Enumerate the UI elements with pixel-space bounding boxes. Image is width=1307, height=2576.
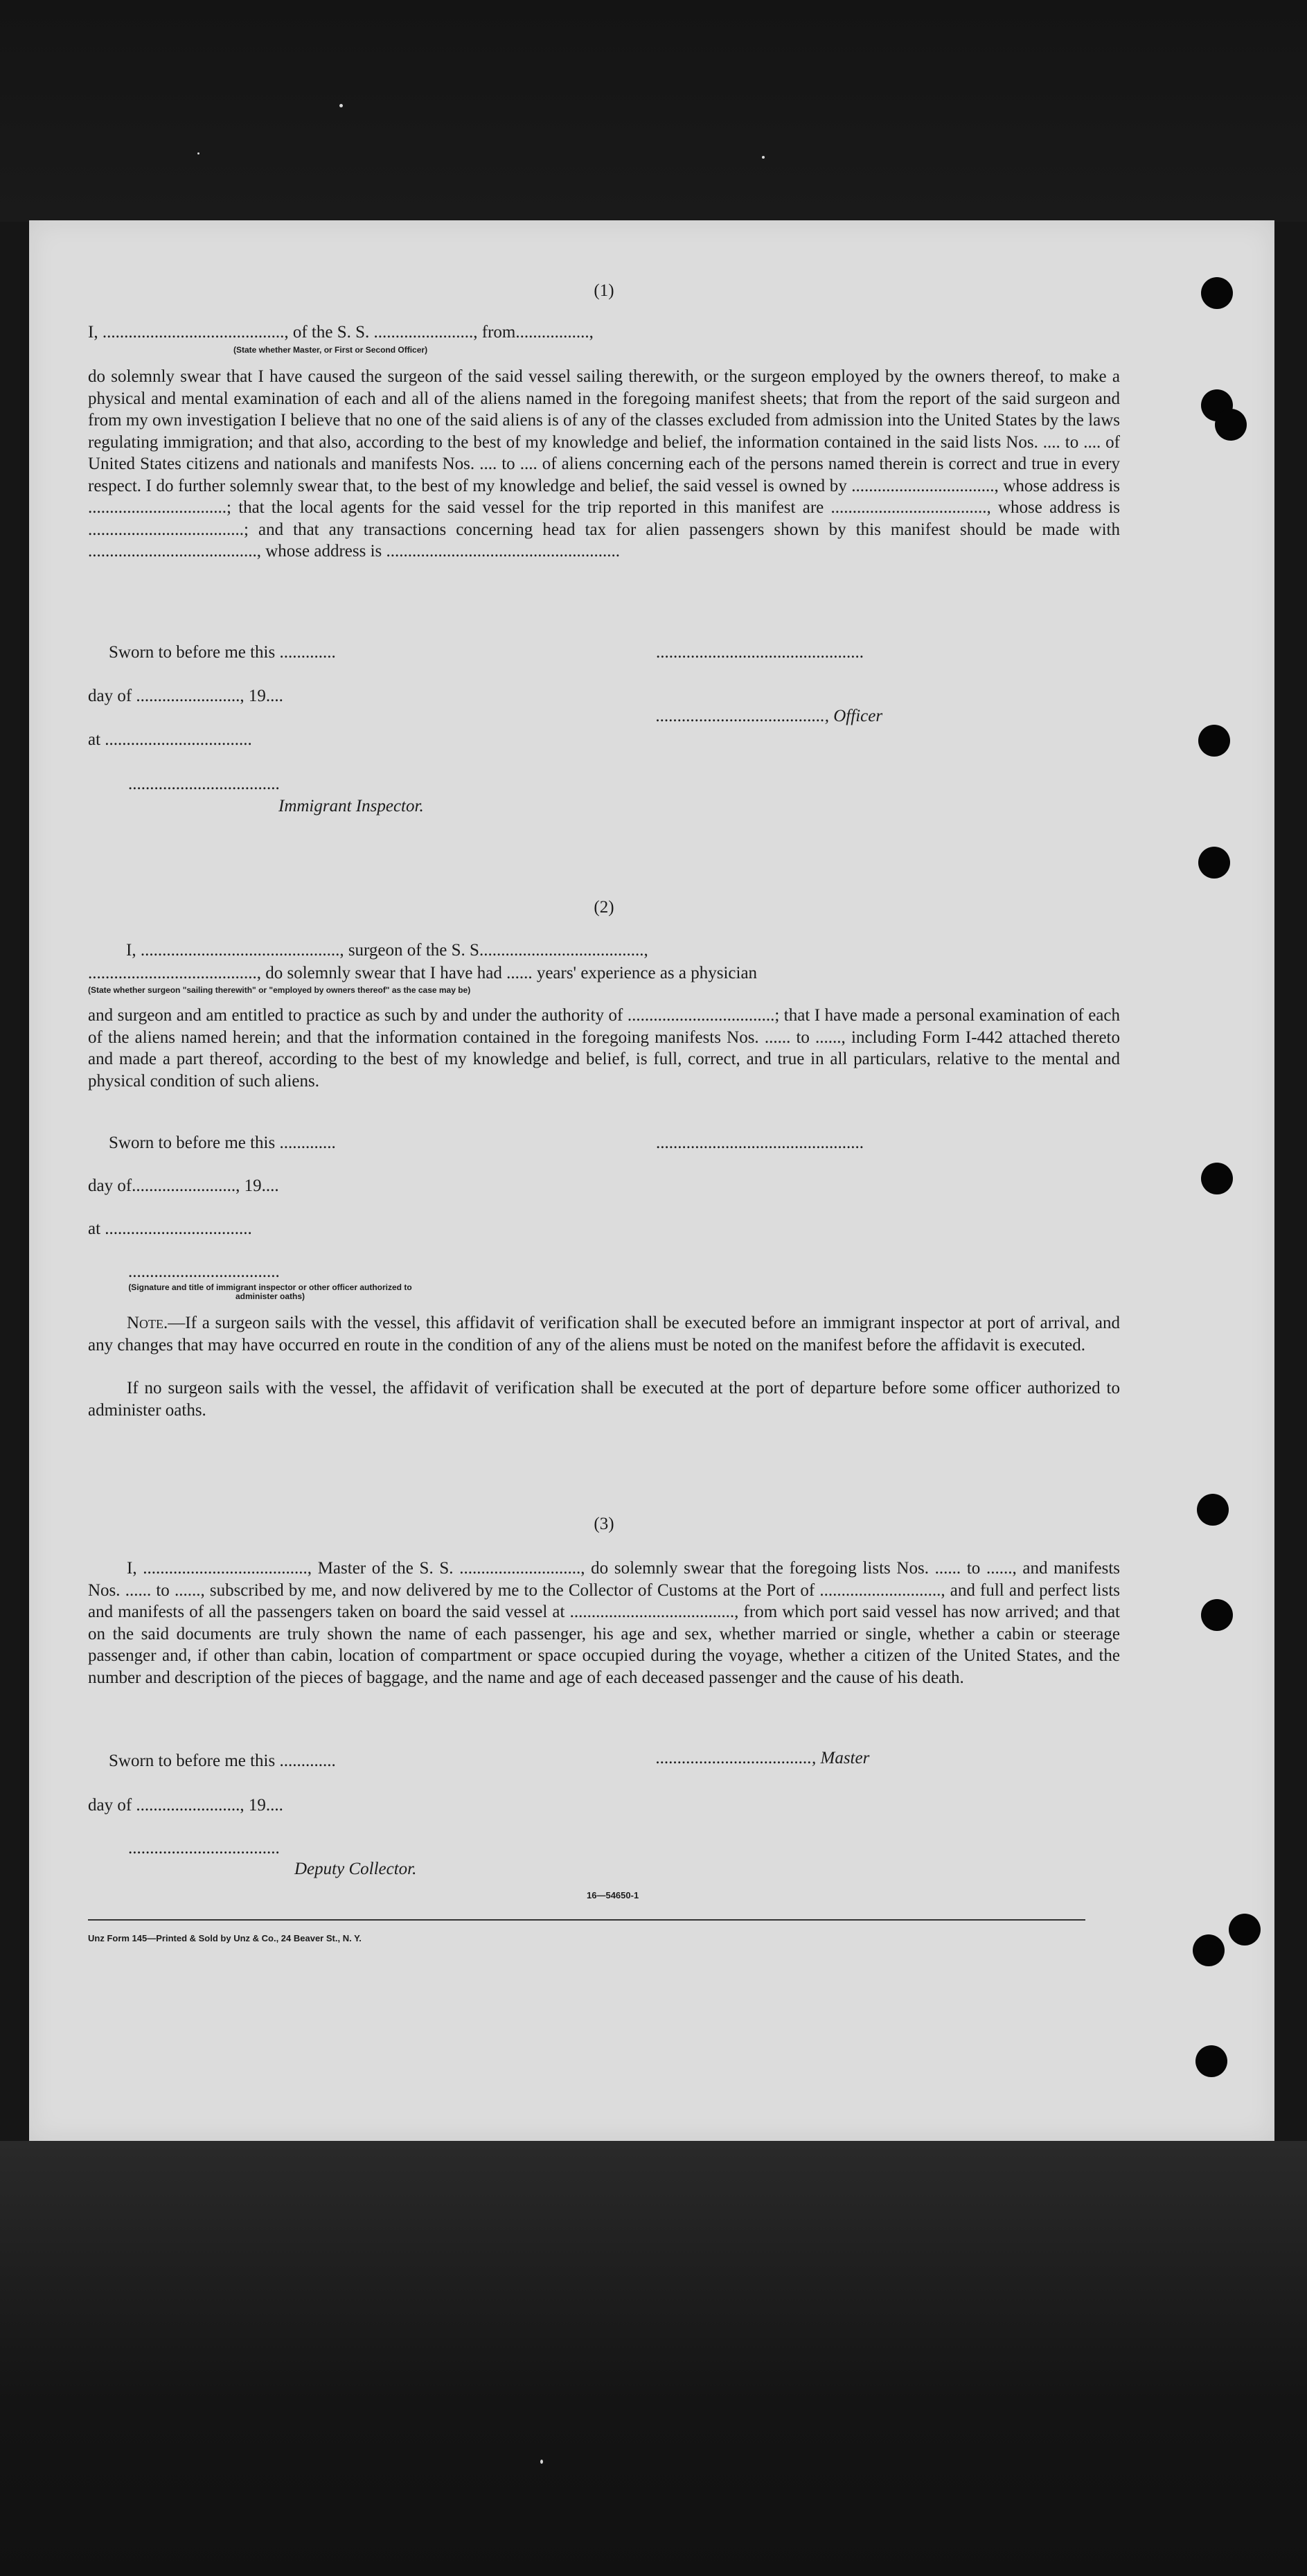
punch-hole xyxy=(1193,1934,1225,1966)
s2-sworn-line: Sworn to before me this ............. xyxy=(109,1133,336,1152)
film-border-top xyxy=(0,0,1307,222)
punch-hole xyxy=(1201,277,1233,309)
s2-at-line: at .................................. xyxy=(88,1219,252,1238)
s1-paragraph: do solemnly swear that I have caused the surgeon of the said vessel sailing therewith, or the surgeon employed by the owners thereof, to make a physical and mental examination of each and all of the aliens named in the foregoing manifest sheets; that from the report of the said surgeon and from my own investigation I believe that no one of the said aliens is of any of the classes excluded from admission into the United States by the laws regulating immigration; and that also, according to the best of my knowledge and belief, the information contained in the said lists Nos. .... to .... of United States citizens and nationals and manifests Nos. .... to .... of aliens concerning each of the persons named therein is correct and true in every respect. I do further solemnly swear that, to the best of my knowledge and belief, the said vessel is owned by ................................., whose address is ................................; that the local agents for the said vessel for the trip reported in this manifest are ...................................., whose address is ....................................; and that any transactions concerning head tax for alien passengers shown by this manifest should be made with ......................................., whose address is ...................................................... xyxy=(88,367,1120,561)
section-number-1: (1) xyxy=(594,281,614,300)
s1-signature-line: ................................................ xyxy=(656,643,864,662)
note-text: —If a surgeon sails with the vessel, this affidavit of verification shall be executed before an immigrant inspector at port of arrival, and any changes that may have occurred en route in the condition of any of the aliens must be noted on the manifest before the affidavit is executed. xyxy=(88,1314,1120,1355)
punch-hole xyxy=(1201,1599,1233,1631)
s3-master-line: ...................................., Master xyxy=(656,1749,870,1767)
s1-at-line: at .................................. xyxy=(88,730,252,749)
s2-experience-line: ......................................., do solemnly swear that I have had ...... years' experience as a physician xyxy=(88,964,758,982)
s3-day-line: day of ........................, 19.... xyxy=(88,1796,283,1815)
note-label: Note. xyxy=(127,1314,168,1332)
s1-master-line: I, .........................................., of the S. S. ......................., from................., xyxy=(88,323,594,342)
film-speck xyxy=(762,156,765,159)
punch-hole xyxy=(1197,1494,1229,1526)
s1-day-line: day of ........................, 19.... xyxy=(88,687,283,705)
document-page xyxy=(29,220,1274,2141)
form-code: 16—54650-1 xyxy=(587,1890,639,1900)
s1-caption: (State whether Master, or First or Second Officer) xyxy=(233,345,428,355)
s2-inspector-caption: (Signature and title of immigrant inspector or other officer authorized to administer oaths) xyxy=(128,1282,412,1301)
section-number-3: (3) xyxy=(594,1515,614,1533)
s3-collector-title: Deputy Collector. xyxy=(294,1860,417,1878)
s3-sworn-line: Sworn to before me this ............. xyxy=(109,1752,336,1770)
s2-note-2: If no surgeon sails with the vessel, the affidavit of verification shall be executed at the port of departure before some officer authorized to administer oaths. xyxy=(88,1379,1120,1420)
punch-hole xyxy=(1215,409,1247,441)
printer-credit: Unz Form 145—Printed & Sold by Unz & Co., 24 Beaver St., N. Y. xyxy=(88,1933,362,1943)
section-number-2: (2) xyxy=(594,898,614,917)
s2-inspector-line: ................................... xyxy=(128,1262,280,1281)
film-speck xyxy=(339,104,343,107)
s2-caption: (State whether surgeon "sailing therewith" or "employed by owners thereof" as the case may be) xyxy=(88,985,471,995)
s2-day-line: day of........................, 19.... xyxy=(88,1176,279,1195)
film-speck xyxy=(540,2460,543,2464)
s2-signature-line: ................................................ xyxy=(656,1133,864,1152)
s1-inspector-title: Immigrant Inspector. xyxy=(278,797,424,815)
film-border-bottom xyxy=(0,2141,1307,2576)
punch-hole xyxy=(1195,2045,1227,2077)
footer-rule xyxy=(88,1919,1085,1921)
s2-surgeon-line: I, .............................................., surgeon of the S. S......................................, xyxy=(126,941,648,960)
s1-officer-line: ......................................., Officer xyxy=(656,707,883,725)
s3-paragraph: I, ......................................, Master of the S. S. ............................, do solemnly swear that the foregoing lists Nos. ...... to ......, and manifests Nos. ...... to ......, subscribed by me, and now delivered by me to the Collector of Customs at the Port of ............................, and full and perfect lists and manifests of all the passengers taken on board the said vessel at ......................................, from which port said vessel has now arrived; and that on the said documents are truly shown the name of each passenger, his age and sex, whether married or single, whether a cabin or steerage passenger and, if other than cabin, location of compartment or space occupied during the voyage, whether a citizen of the United States, and the number and description of the pieces of baggage, and the name and age of each deceased passenger and the cause of his death. xyxy=(88,1559,1120,1687)
punch-hole xyxy=(1229,1914,1261,1946)
s3-collector-line: ................................... xyxy=(128,1839,280,1858)
s2-note xyxy=(88,1312,1120,1356)
s2-paragraph: and surgeon and am entitled to practice as such by and under the authority of ..................................; that I have made a personal examination of each of the aliens named herein; and that the information contained in the foregoing manifests Nos. ...... to ......, including Form I-442 attached thereto and made a part thereof, according to the best of my knowledge and belief, is full, correct, and true in all particulars, relative to the mental and physical condition of such aliens. xyxy=(88,1006,1120,1091)
punch-hole xyxy=(1201,1163,1233,1194)
s1-sworn-line: Sworn to before me this ............. xyxy=(109,643,336,662)
punch-hole xyxy=(1198,725,1230,757)
film-speck xyxy=(197,152,199,155)
punch-hole xyxy=(1198,847,1230,879)
s1-inspector-line: ................................... xyxy=(128,775,280,793)
